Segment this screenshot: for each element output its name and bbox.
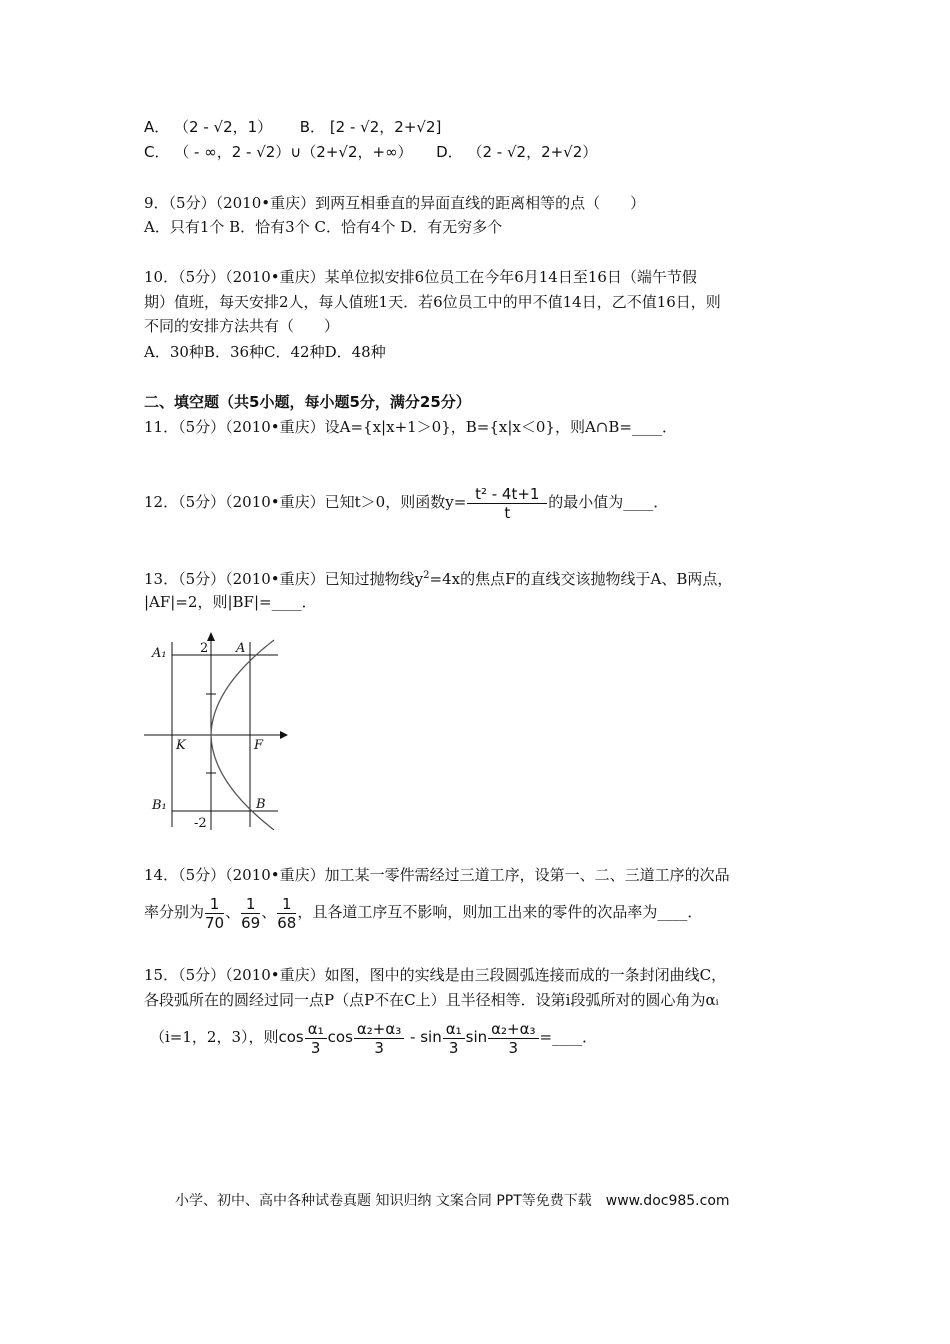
q8-option-d: （2 - √2，2+√2） (467, 143, 598, 161)
q14-sep-1: 、 (225, 903, 241, 921)
label-a1: A₁ (152, 646, 167, 661)
q12-prefix: 12．（5分）（2010•重庆）已知t＞0，则函数 (144, 493, 446, 511)
q15-line3-suffix: =____． (539, 1028, 598, 1046)
q13-line1-suffix: =4x的焦点F的直线交该抛物线于A、B两点， (429, 570, 733, 588)
q12-suffix: 的最小值为____． (548, 493, 669, 511)
q9-stem: 9．（5分）（2010•重庆）到两互相垂直的异面直线的距离相等的点（ ） (144, 194, 646, 212)
q14-frac3-num: 1 (277, 895, 296, 914)
label-b1: B₁ (152, 798, 167, 813)
q8-option-c: （ - ∞，2 - √2）∪（2+√2，+∞） (174, 143, 413, 161)
section-title: 二、填空题（共5小题，每小题5分，满分25分） (144, 393, 471, 411)
x-axis-arrow (280, 731, 288, 739)
q15-fraction-2 (354, 1020, 404, 1057)
q14-line-2 (144, 892, 702, 932)
q15-f1-num: α₁ (305, 1020, 327, 1039)
q13-line1-prefix: 13．（5分）（2010•重庆）已知过抛物线y (144, 570, 424, 588)
q15-line-1: 15．（5分）（2010•重庆）如图，图中的实线是由三段圆弧连接而成的一条封闭曲线C， (144, 966, 727, 984)
q15-f3-num: α₁ (443, 1020, 465, 1039)
q8-options-row-1 (144, 117, 441, 137)
q14-frac3-den: 68 (277, 913, 297, 932)
q15-cos-2: cos (327, 1028, 353, 1046)
q14-sep-3: ， (297, 903, 313, 921)
q8-option-b: [2 - √2，2+√2] (329, 118, 442, 136)
q12 (144, 480, 668, 524)
q15-fraction-4 (488, 1020, 538, 1057)
q15-f2-den: 3 (374, 1038, 384, 1057)
q8-option-a-label: A． (144, 118, 170, 136)
q12-fraction (467, 485, 547, 522)
q14-suffix: 且各道工序互不影响，则加工出来的零件的次品率为____． (312, 903, 703, 921)
q14-fraction-2 (241, 895, 260, 932)
parabola-figure (140, 630, 300, 830)
q8-option-d-label: D． (436, 143, 463, 161)
q15-fraction-1 (305, 1020, 327, 1057)
q14-sep-2: 、 (261, 903, 277, 921)
q14-frac2-den: 69 (241, 913, 261, 932)
q10-options: A．30种B．36种C．42种D．48种 (144, 343, 386, 361)
q15-minus-sin: - sin (405, 1028, 442, 1046)
q15-line-3 (150, 1014, 597, 1060)
label-k: K (176, 738, 186, 753)
q14-prefix: 率分别为 (144, 903, 205, 921)
q11-text: 11．（5分）（2010•重庆）设A={x|x+1＞0}，B={x|x＜0}，则A∩B=____． (144, 418, 677, 436)
q14-fraction-3 (277, 895, 296, 932)
label-f: F (254, 738, 264, 753)
q8-options-row-2 (144, 142, 597, 162)
q15-fraction-3 (443, 1020, 465, 1057)
q14-line-1: 14．（5分）（2010•重庆）加工某一零件需经过三道工序，设第一、二、三道工序的次品 (144, 866, 730, 884)
q14-frac1-den: 70 (205, 913, 225, 932)
label-top-2: 2 (200, 641, 209, 656)
q8-option-a: （2 - √2，1） (174, 118, 273, 136)
q8-option-c-label: C． (144, 143, 170, 161)
q12-numerator: t² - 4t+1 (467, 485, 547, 504)
q10-line-2: 期）值班，每天安排2人，每人值班1天．若6位员工中的甲不值14日，乙不值16日，则 (144, 293, 721, 311)
q10-line-3: 不同的安排方法共有（ ） (144, 317, 340, 335)
q10-line-1: 10．（5分）（2010•重庆）某单位拟安排6位员工在今年6月14日至16日（端午节假 (144, 268, 697, 286)
q14-frac2-num: 1 (241, 895, 260, 914)
label-bottom-2: -2 (194, 816, 207, 830)
label-b: B (256, 797, 266, 812)
q14-fraction-1 (205, 895, 224, 932)
q13-line-2: |AF|=2，则|BF|=____． (144, 593, 317, 611)
q15-f1-den: 3 (310, 1038, 321, 1057)
label-a: A (236, 641, 246, 656)
q15-f4-num: α₂+α₃ (488, 1020, 538, 1039)
q8-option-b-label: B． (299, 118, 326, 136)
q15-line-2: 各段弧所在的圆经过同一点P（点P不在C上）且半径相等．设第i段弧所对的圆心角为αᵢ (144, 991, 719, 1009)
q12-func: y= (445, 493, 467, 511)
q15-sin-2: sin (465, 1028, 488, 1046)
q15-f3-den: 3 (448, 1038, 459, 1057)
q9-options: A．只有1个 B．恰有3个 C．恰有4个 D．有无穷多个 (144, 218, 503, 236)
q13-line-1 (144, 566, 732, 589)
q13-exponent: 2 (423, 570, 430, 581)
q15-cos-1: cos (278, 1028, 304, 1046)
q15-f2-num: α₂+α₃ (354, 1020, 404, 1039)
q14-frac1-num: 1 (205, 895, 224, 914)
q12-denominator: t (504, 503, 511, 522)
page-footer: 小学、初中、高中各种试卷真题 知识归纳 文案合同 PPT等免费下载 www.doc985.com (175, 1193, 730, 1209)
y-axis-arrow (207, 632, 215, 641)
q15-line3-prefix: （i=1，2，3），则 (150, 1028, 279, 1046)
q15-f4-den: 3 (508, 1038, 519, 1057)
